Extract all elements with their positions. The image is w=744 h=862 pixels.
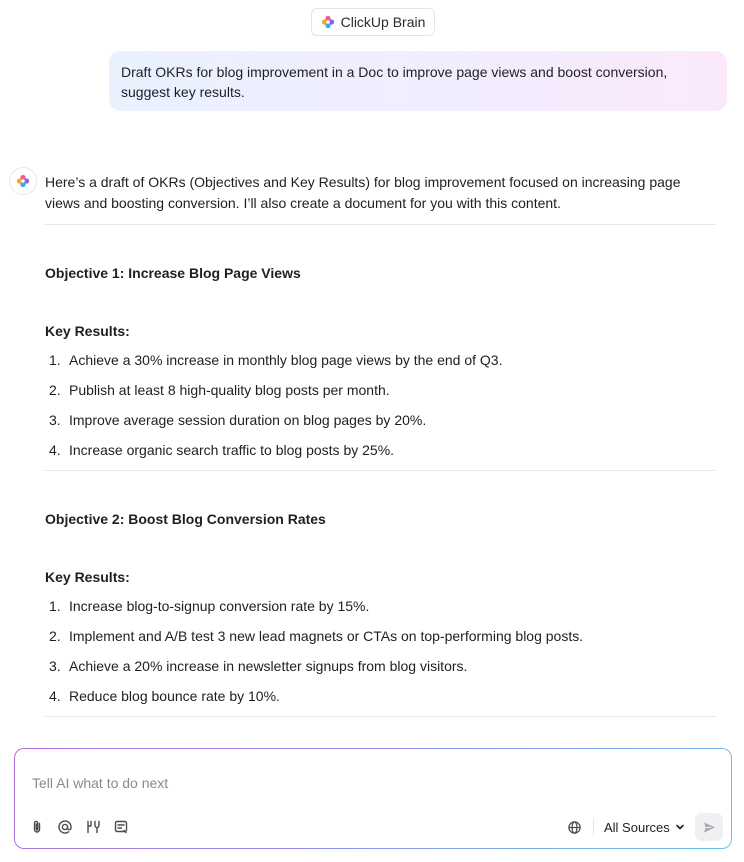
objective-title: Objective 1: Increase Blog Page Views bbox=[45, 265, 301, 281]
list-item bbox=[45, 440, 716, 470]
list-number: 2. bbox=[49, 382, 61, 398]
tools-button[interactable] bbox=[83, 817, 103, 837]
list-number: 1. bbox=[49, 598, 61, 614]
key-result-text: Implement and A/B test 3 new lead magnets or CTAs on top-performing blog posts. bbox=[69, 628, 584, 644]
objective-block bbox=[45, 509, 716, 717]
clickup-brain-logo-icon bbox=[321, 15, 335, 29]
clickup-brain-chip[interactable] bbox=[311, 8, 435, 36]
list-item bbox=[45, 350, 716, 380]
key-result-text: Achieve a 20% increase in newsletter signups from blog visitors. bbox=[69, 658, 468, 674]
ai-intro-text: Here’s a draft of OKRs (Objectives and Key Results) for blog improvement focused on increasing page views and boosting conversion. I’ll also create a document for you with this content. bbox=[45, 174, 681, 211]
chevron-down-icon bbox=[674, 821, 686, 833]
mention-button[interactable] bbox=[55, 817, 75, 837]
list-number: 3. bbox=[49, 658, 61, 674]
list-number: 3. bbox=[49, 412, 61, 428]
key-result-text: Improve average session duration on blog pages by 20%. bbox=[69, 412, 427, 428]
send-button[interactable] bbox=[695, 813, 723, 841]
key-results-label: Key Results: bbox=[45, 569, 130, 585]
doc-template-icon bbox=[113, 819, 129, 835]
attach-button[interactable] bbox=[27, 817, 47, 837]
list-item bbox=[45, 686, 716, 716]
user-message-text: Draft OKRs for blog improvement in a Doc to improve page views and boost conversion, suggest key results. bbox=[121, 64, 668, 100]
list-number: 2. bbox=[49, 628, 61, 644]
ai-response bbox=[45, 172, 716, 717]
sources-dropdown[interactable] bbox=[604, 817, 686, 837]
list-item bbox=[45, 410, 716, 440]
sources-label: All Sources bbox=[604, 819, 670, 835]
list-item bbox=[45, 596, 716, 626]
objective-title: Objective 2: Boost Blog Conversion Rates bbox=[45, 511, 326, 527]
key-result-text: Increase organic search traffic to blog posts by 25%. bbox=[69, 442, 395, 458]
at-mention-icon bbox=[57, 819, 73, 835]
clickup-brain-avatar-icon bbox=[16, 174, 30, 188]
objective-block bbox=[45, 263, 716, 471]
key-result-text: Achieve a 30% increase in monthly blog page views by the end of Q3. bbox=[69, 352, 503, 368]
globe-icon bbox=[567, 820, 582, 835]
key-results-list bbox=[45, 596, 716, 716]
divider bbox=[45, 224, 716, 225]
composer-box bbox=[15, 749, 731, 848]
ai-avatar bbox=[9, 167, 37, 195]
list-item bbox=[45, 626, 716, 656]
prompt-input[interactable] bbox=[32, 775, 592, 791]
paperclip-icon bbox=[29, 819, 45, 835]
key-result-text: Increase blog-to-signup conversion rate by 15%. bbox=[69, 598, 370, 614]
list-number: 1. bbox=[49, 352, 61, 368]
send-icon bbox=[702, 820, 717, 835]
chip-label: ClickUp Brain bbox=[340, 14, 426, 30]
list-item bbox=[45, 656, 716, 686]
user-message-bubble bbox=[109, 51, 727, 111]
list-number: 4. bbox=[49, 442, 61, 458]
key-result-text: Reduce blog bounce rate by 10%. bbox=[69, 688, 280, 704]
tools-icon bbox=[85, 819, 101, 835]
list-number: 4. bbox=[49, 688, 61, 704]
key-result-text: Publish at least 8 high-quality blog posts per month. bbox=[69, 382, 390, 398]
ai-composer bbox=[14, 748, 732, 849]
divider bbox=[45, 716, 716, 717]
toolbar-separator bbox=[593, 819, 594, 835]
list-item bbox=[45, 380, 716, 410]
web-search-button[interactable] bbox=[564, 817, 584, 837]
key-results-label: Key Results: bbox=[45, 323, 130, 339]
divider bbox=[45, 470, 716, 471]
templates-button[interactable] bbox=[111, 817, 131, 837]
key-results-list bbox=[45, 350, 716, 470]
